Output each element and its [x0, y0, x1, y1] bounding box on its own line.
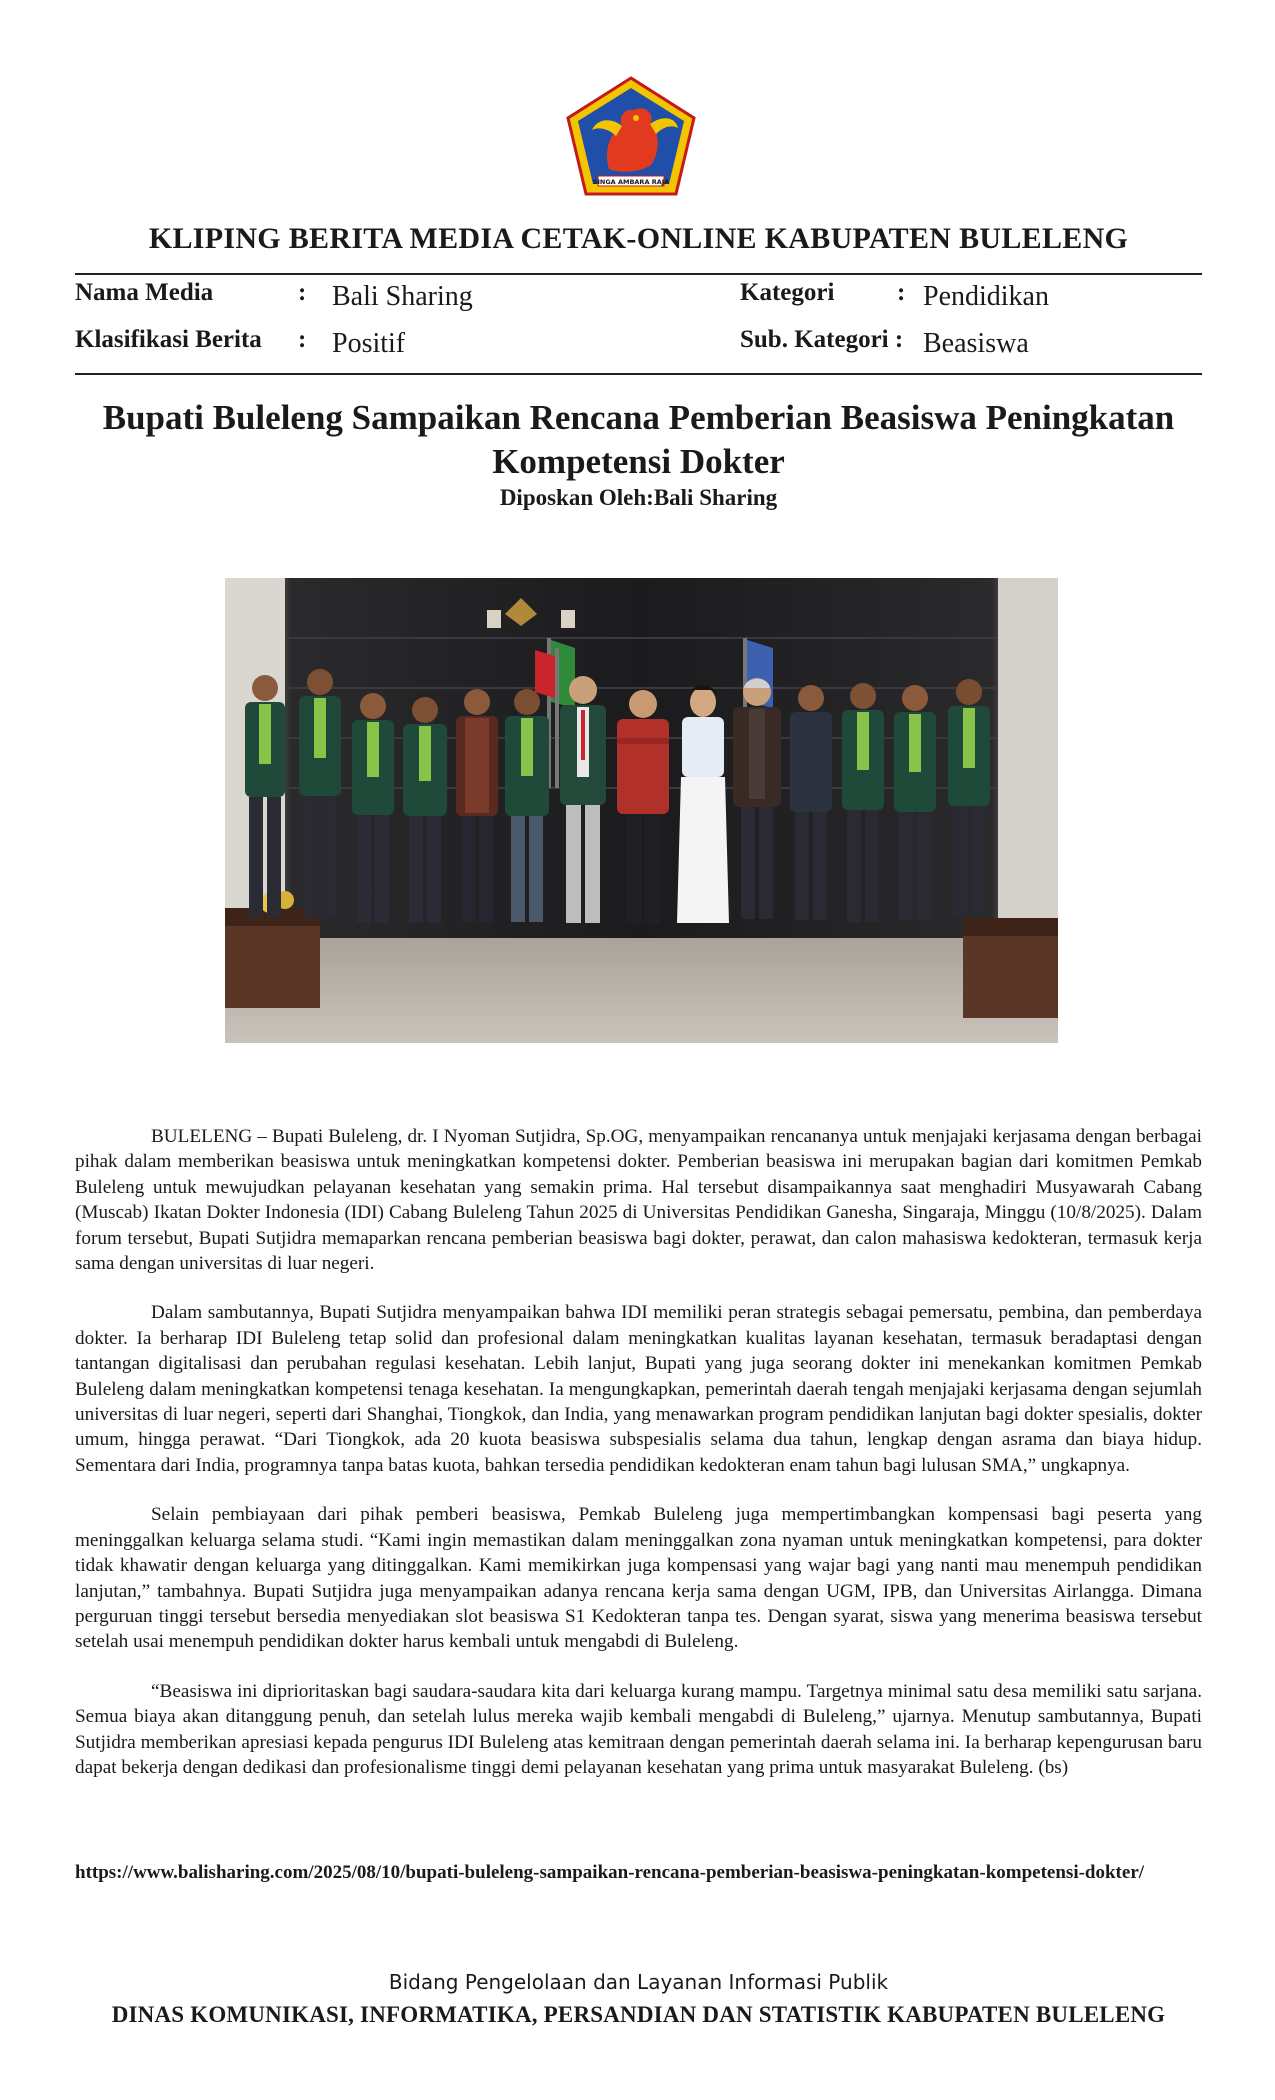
- sub-kategori-value: Beasiswa: [923, 328, 1029, 359]
- article-title: [75, 396, 1202, 484]
- nama-media-label: Nama Media: [75, 279, 214, 306]
- kategori-colon: :: [897, 279, 906, 306]
- article-paragraph-3: Selain pembiayaan dari pihak pemberi beasiswa, Pemkab Buleleng juga mempertimbangkan kompensasi bagi peserta yang meninggalkan keluarga selama studi. “Kami ingin memastikan dalam meninggalkan zona nyaman untuk meningkatkan kompetensi, para dokter tidak khawatir dengan keluarga yang ditinggalkan. Kami memikirkan juga kompensasi yang wajar bagi yang nanti mau menempuh pendidikan lanjutan,” tambahnya. Bupati Sutjidra juga menyampaikan adanya rencana kerja sama dengan UGM, IPB, dan Universitas Airlangga. Dimana perguruan tinggi tersebut bersedia menyediakan slot beasiswa S1 Kedokteran tanpa tes. Dengan syarat, siswa yang menerima beasiswa tersebut setelah usai menempuh pendidikan dokter harus kembali untuk mengabdi di Buleleng.: [75, 1504, 1202, 1653]
- footer-agency: DINAS KOMUNIKASI, INFORMATIKA, PERSANDIAN DAN STATISTIK KABUPATEN BULELENG: [111, 2002, 1166, 2027]
- meta-row-media: [75, 279, 1202, 319]
- sub-kategori-label: Sub. Kategori :: [740, 326, 904, 353]
- article-paragraph-2: Dalam sambutannya, Bupati Sutjidra menyampaikan bahwa IDI memiliki peran strategis sebagai pemersatu, pembina, dan pemberdaya dokter. Ia berharap IDI Buleleng tetap solid dan profesional dalam meningkatkan kualitas layanan kesehatan, termasuk beradaptasi dengan tantangan digitalisasi dan perubahan regulasi kesehatan. Lebih lanjut, Bupati yang juga seorang dokter ini menekankan komitmen Pemkab Buleleng dalam meningkatkan kompetensi tenaga kesehatan. Ia mengungkapkan, pemerintah daerah tengah menjajaki kerjasama dengan sejumlah universitas di luar negeri, seperti dari Shanghai, Tiongkok, dan India, yang menawarkan program pendidikan lanjutan bagi dokter spesialis, dokter umum, hingga perawat. “Dari Tiongkok, ada 20 kuota beasiswa subspesialis selama dua tahun, lengkap dengan asrama dan biaya hidup. Sementara dari India, programnya tanpa batas kuota, bahkan tersedia pendidikan kedokteran enam tahun bagi lulusan SMA,” ungkapnya.: [75, 1302, 1202, 1476]
- nama-media-value: Bali Sharing: [332, 281, 473, 312]
- group-photo-icon: [225, 578, 1058, 1043]
- article-paragraph-1: BULELENG – Bupati Buleleng, dr. I Nyoman Sutjidra, Sp.OG, menyampaikan rencananya untuk menjajaki kerjasama dengan berbagai pihak dalam memberikan beasiswa untuk meningkatkan kompetensi dokter. Pemberian beasiswa ini merupakan bagian dari komitmen Pemkab Buleleng untuk mewujudkan pelayanan kesehatan yang semakin prima. Hal tersebut disampaikannya saat menghadiri Musyawarah Cabang (Muscab) Ikatan Dokter Indonesia (IDI) Cabang Buleleng Tahun 2025 di Universitas Pendidikan Ganesha, Singaraja, Minggu (10/8/2025). Dalam forum tersebut, Bupati Sutjidra memaparkan rencana pemberian beasiswa bagi dokter, perawat, dan calon mahasiswa kedokteran, termasuk kerja sama dengan universitas di luar negeri.: [75, 1126, 1202, 1275]
- klasifikasi-value: Positif: [332, 328, 406, 359]
- clipping-title: KLIPING BERITA MEDIA CETAK-ONLINE KABUPATEN BULELENG: [148, 222, 1129, 255]
- buleleng-emblem-icon: [564, 74, 698, 200]
- klasifikasi-label: Klasifikasi Berita: [75, 326, 262, 353]
- divider-top: [75, 273, 1202, 275]
- emblem-text: SINGA AMBARA RAJA: [592, 178, 670, 186]
- klasifikasi-colon: :: [298, 326, 307, 353]
- nama-media-colon: :: [298, 279, 307, 306]
- article-title-line-2: Kompetensi Dokter: [492, 442, 785, 481]
- divider-bottom: [75, 373, 1202, 375]
- article-paragraph-4: “Beasiswa ini diprioritaskan bagi saudara-saudara kita dari keluarga kurang mampu. Targetnya minimal satu desa memiliki satu sarjana. Semua biaya akan ditanggung penuh, dan setelah lulus mereka wajib kembali mengabdi di Buleleng,” ujarnya. Menutup sambutannya, Bupati Sutjidra memberikan apresiasi kepada pengurus IDI Buleleng atas kemitraan dengan pemerintah daerah selama ini. Ia berharap kepengurusan baru dapat bekerja dengan dedikasi dan profesionalisme tinggi demi pelayanan kesehatan yang prima untuk masyarakat Buleleng. (bs): [75, 1680, 1202, 1778]
- kategori-value: Pendidikan: [923, 281, 1049, 312]
- article-body: [75, 1124, 1202, 1804]
- kategori-label: Kategori: [740, 279, 835, 306]
- posted-by: Diposkan Oleh:Bali Sharing: [499, 485, 778, 510]
- meta-row-classification: [75, 326, 1202, 366]
- footer-division: Bidang Pengelolaan dan Layanan Informasi Publik: [388, 1970, 889, 1994]
- article-title-line-1: Bupati Buleleng Sampaikan Rencana Pemberian Beasiswa Peningkatan: [102, 398, 1175, 437]
- source-url-link[interactable]: https://www.balisharing.com/2025/08/10/bupati-buleleng-sampaikan-rencana-pemberian-beasiswa-peningkatan-kompetensi-dokter/: [75, 1862, 1145, 1883]
